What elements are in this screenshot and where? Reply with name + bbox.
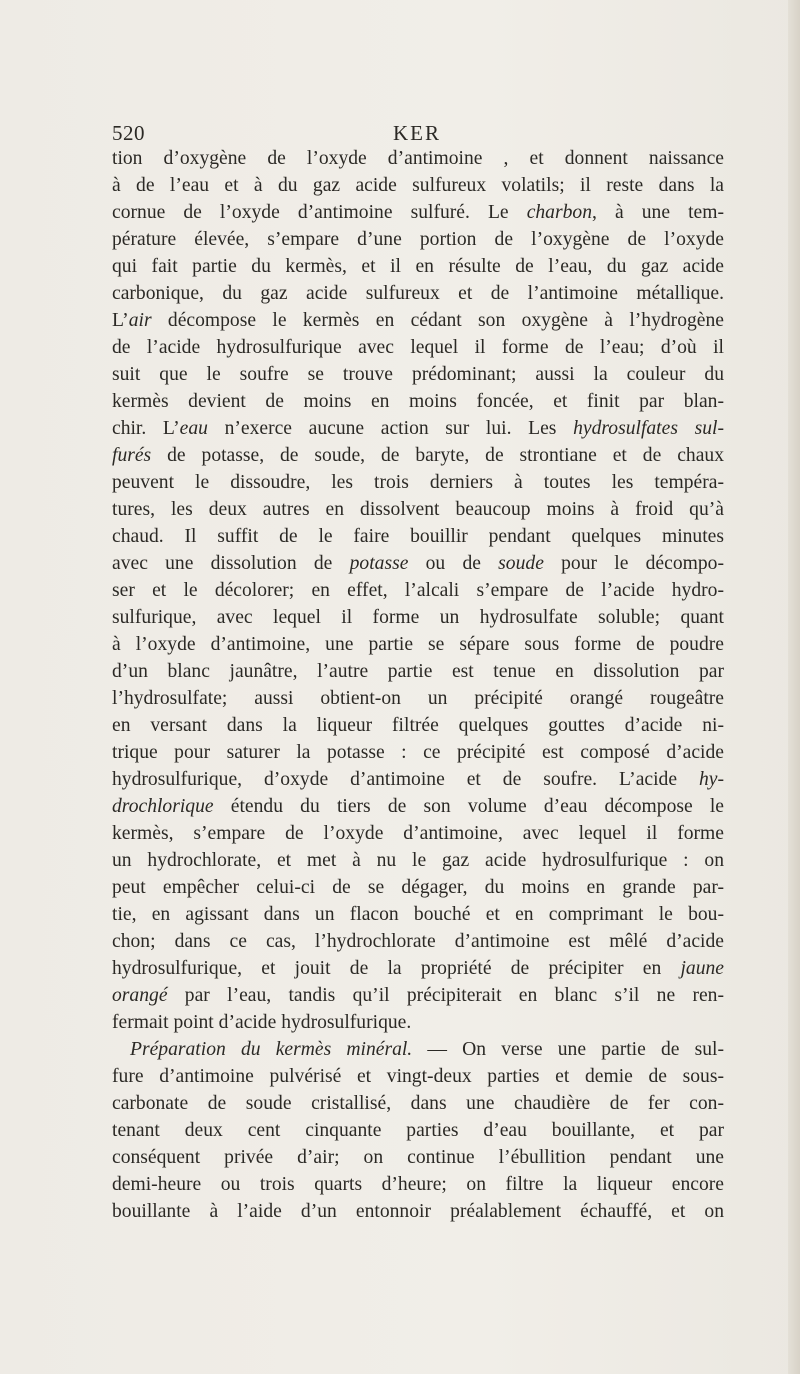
text-run: pérature élevée, s’empare d’une portion de l’oxygène de l’oxyde	[112, 229, 724, 250]
text-run: tenant deux cent cinquante parties d’eau bouillante, et par	[112, 1120, 724, 1141]
text-run: peut empêcher celui-ci de se dégager, du moins en grande par-	[112, 877, 724, 898]
text-line	[112, 307, 724, 334]
text-line	[112, 928, 724, 955]
body-text	[112, 145, 724, 1225]
text-line	[112, 955, 724, 982]
italic-run: hydrosulfates sul-	[573, 418, 724, 439]
italic-run: air	[128, 310, 152, 331]
text-line	[112, 145, 724, 172]
text-line	[112, 1198, 724, 1225]
text-run: chon; dans ce cas, l’hydrochlorate d’antimoine est mêlé d’acide	[112, 931, 724, 952]
text-line	[112, 1144, 724, 1171]
text-line	[112, 442, 724, 469]
text-run: L’	[112, 310, 129, 331]
page-header	[112, 121, 722, 147]
text-run: fure d’antimoine pulvérisé et vingt-deux parties et demie de sous-	[112, 1066, 724, 1087]
text-run: d’un blanc jaunâtre, l’autre partie est tenue en dissolution par	[112, 661, 724, 682]
italic-run: eau	[179, 418, 208, 439]
text-run: à de l’eau et à du gaz acide sulfureux volatils; il reste dans la	[112, 175, 724, 196]
text-run: chaud. Il suffit de le faire bouillir pendant quelques minutes	[112, 526, 724, 547]
text-run: conséquent privée d’air; on continue l’ébullition pendant une	[112, 1147, 724, 1168]
text-line	[112, 334, 724, 361]
text-line	[112, 982, 724, 1009]
text-run: par l’eau, tandis qu’il précipiterait en blanc s’il ne ren-	[167, 985, 724, 1006]
text-line	[112, 361, 724, 388]
text-run: bouillante à l’aide d’un entonnoir préalablement échauffé, et on	[112, 1201, 724, 1222]
text-line	[112, 577, 724, 604]
text-run: n’exerce aucune action sur lui. Les	[207, 418, 574, 439]
text-line	[112, 496, 724, 523]
italic-run: soude	[498, 553, 544, 574]
text-run: tures, les deux autres en dissolvent beaucoup moins à froid qu’à	[112, 499, 724, 520]
text-run: avec une dissolution de	[112, 553, 350, 574]
text-run: carbonate de soude cristallisé, dans une chaudière de fer con-	[112, 1093, 724, 1114]
text-line	[112, 1036, 724, 1063]
text-run: peuvent le dissoudre, les trois derniers à toutes les tempéra-	[112, 472, 724, 493]
text-line	[112, 550, 724, 577]
text-run: en versant dans la liqueur filtrée quelques gouttes d’acide ni-	[112, 715, 724, 736]
text-run: ou de	[408, 553, 499, 574]
text-line	[112, 1117, 724, 1144]
text-line	[112, 415, 724, 442]
text-line	[112, 226, 724, 253]
text-line	[112, 631, 724, 658]
text-line	[112, 253, 724, 280]
text-run: à l’oxyde d’antimoine, une partie se sépare sous forme de poudre	[112, 634, 724, 655]
text-line	[112, 199, 724, 226]
text-line	[112, 658, 724, 685]
text-run: kermès devient de moins en moins foncée, et finit par blan-	[112, 391, 724, 412]
text-line	[112, 1063, 724, 1090]
text-run: trique pour saturer la potasse : ce précipité est composé d’acide	[112, 742, 724, 763]
text-line	[112, 388, 724, 415]
text-run: qui fait partie du kermès, et il en résulte de l’eau, du gaz acide	[112, 256, 724, 277]
text-run: demi-heure ou trois quarts d’heure; on filtre la liqueur encore	[112, 1174, 724, 1195]
text-line	[112, 793, 724, 820]
italic-run: jaune	[680, 958, 724, 979]
text-line	[112, 712, 724, 739]
text-line	[112, 604, 724, 631]
text-run: pour le décompo-	[543, 553, 724, 574]
text-line	[112, 1009, 724, 1036]
text-run: hydrosulfurique, d’oxyde d’antimoine et de soufre. L’acide	[112, 769, 699, 790]
italic-run: potasse	[349, 553, 409, 574]
text-run: tion d’oxygène de l’oxyde d’antimoine , et donnent naissance	[112, 148, 724, 169]
page-number: 520	[112, 121, 145, 145]
italic-run: Préparation du kermès minéral.	[130, 1039, 413, 1060]
text-line	[112, 1090, 724, 1117]
text-line	[112, 172, 724, 199]
text-run: suit que le soufre se trouve prédominant; aussi la couleur du	[112, 364, 724, 385]
text-run: ser et le décolorer; en effet, l’alcali s’empare de l’acide hydro-	[112, 580, 724, 601]
text-line	[112, 523, 724, 550]
text-line	[112, 820, 724, 847]
text-run: de l’acide hydrosulfurique avec lequel il forme de l’eau; d’où il	[112, 337, 724, 358]
text-line	[112, 469, 724, 496]
text-run: sulfurique, avec lequel il forme un hydrosulfate soluble; quant	[112, 607, 724, 628]
italic-run: hy-	[698, 769, 724, 790]
text-run: hydrosulfurique, et jouit de la propriété de précipiter en	[112, 958, 681, 979]
italic-run: furés	[112, 445, 152, 466]
text-run: chir. L’	[112, 418, 180, 439]
text-line	[112, 685, 724, 712]
text-line	[112, 280, 724, 307]
text-run: l’hydrosulfate; aussi obtient-on un précipité orangé rougeâtre	[112, 688, 724, 709]
text-line	[112, 901, 724, 928]
text-run: cornue de l’oxyde d’antimoine sulfuré. Le	[112, 202, 527, 223]
italic-run: orangé	[112, 985, 168, 1006]
text-line	[112, 1171, 724, 1198]
text-run: kermès, s’empare de l’oxyde d’antimoine, avec lequel il forme	[112, 823, 724, 844]
italic-run: charbon	[526, 202, 592, 223]
text-run: — On verse une partie de sul-	[412, 1039, 725, 1060]
text-run: fermait point d’acide hydrosulfurique.	[112, 1012, 412, 1033]
text-run: carbonique, du gaz acide sulfureux et de l’antimoine métallique.	[112, 283, 724, 304]
text-run: étendu du tiers de son volume d’eau décompose le	[213, 796, 724, 817]
text-run: tie, en agissant dans un flacon bouché et en comprimant le bou-	[112, 904, 724, 925]
text-line	[112, 847, 724, 874]
text-line	[112, 766, 724, 793]
text-run: décompose le kermès en cédant son oxygène à l’hydrogène	[151, 310, 724, 331]
text-run: , à une tem-	[592, 202, 724, 223]
italic-run: drochlorique	[112, 796, 214, 817]
text-line	[112, 874, 724, 901]
text-run: de potasse, de soude, de baryte, de strontiane et de chaux	[151, 445, 724, 466]
text-run: un hydrochlorate, et met à nu le gaz acide hydrosulfurique : on	[112, 850, 724, 871]
text-line	[112, 739, 724, 766]
running-head: KER	[393, 121, 441, 145]
page-edge	[788, 0, 800, 1374]
